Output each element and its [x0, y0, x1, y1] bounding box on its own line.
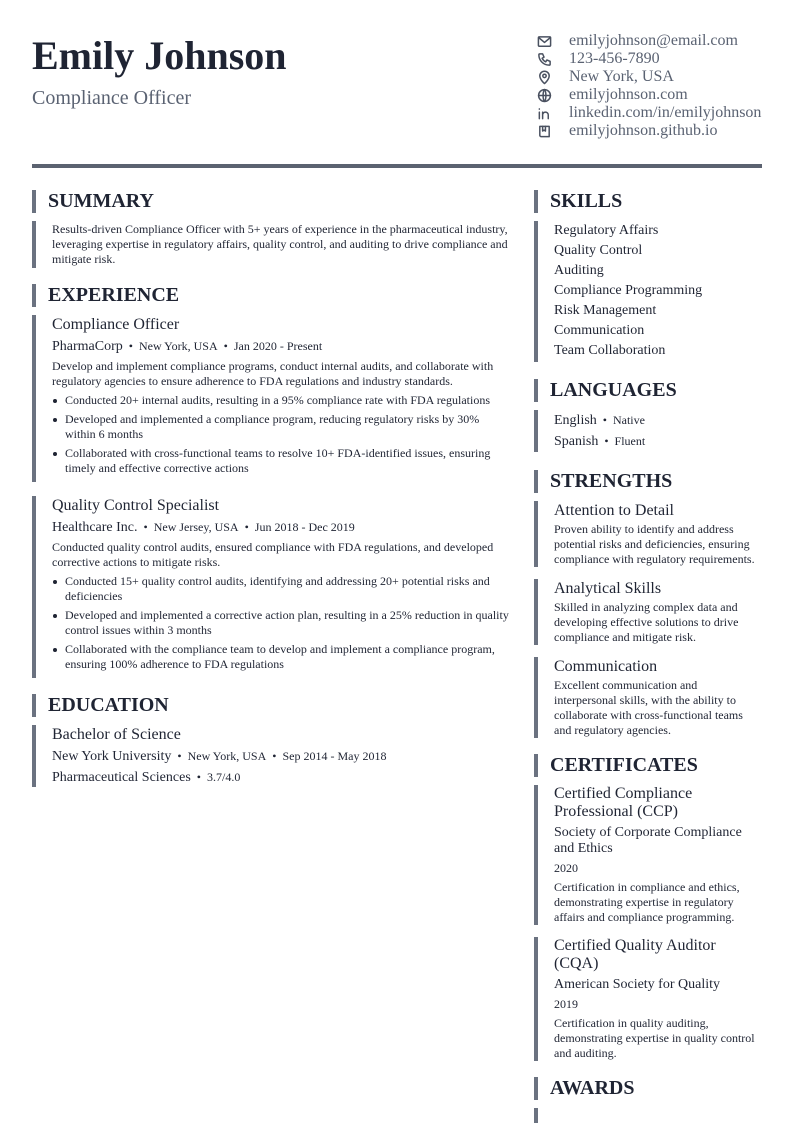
summary-heading: SUMMARY — [32, 190, 512, 213]
achievement-item: Developed and implemented a compliance program, reducing regulatory risks by 30% within 6 months — [52, 412, 512, 442]
job-company: PharmaCorp — [52, 339, 123, 354]
achievement-item: Developed and implemented a corrective action plan, resulting in a 25% reduction in quality control issues within 3 months — [52, 608, 512, 638]
job-description: Conducted quality control audits, ensured compliance with FDA regulations, and developed corrective actions to mitigate risks. — [52, 540, 494, 569]
education-dates: Sep 2014 - May 2018 — [282, 749, 387, 763]
job-meta: Healthcare Inc. • New Jersey, USA • Jun 2018 - Dec 2019 — [52, 520, 355, 535]
skill-item: Team Collaboration — [554, 343, 666, 358]
contact-list — [536, 32, 776, 140]
contact-github-text: emilyjohnson.github.io — [569, 122, 718, 139]
header-divider — [32, 164, 762, 168]
contact-email[interactable] — [536, 32, 776, 50]
contact-location-text: New York, USA — [569, 68, 674, 85]
languages-heading: LANGUAGES — [534, 379, 762, 402]
candidate-title: Compliance Officer — [32, 87, 192, 109]
language-name: Spanish — [554, 434, 599, 449]
skill-item: Compliance Programming — [554, 283, 703, 298]
achievement-item: Collaborated with the compliance team to develop and implement a compliance program, ensuring 100% adherence to FDA regulations — [52, 642, 512, 672]
job-dates: Jan 2020 - Present — [233, 339, 323, 353]
strength-title: Analytical Skills — [554, 580, 662, 597]
resume-header — [32, 30, 762, 150]
certificate-description: Certification in compliance and ethics, demonstrating expertise in regulatory affairs and compliance programming. — [554, 880, 740, 924]
mail-icon — [536, 33, 553, 50]
strength-item — [534, 501, 762, 567]
certificates-heading: CERTIFICATES — [534, 754, 762, 777]
experience-entry — [32, 496, 512, 678]
contact-phone[interactable] — [536, 50, 776, 68]
globe-icon — [536, 87, 553, 104]
job-meta: PharmaCorp • New York, USA • Jan 2020 - Present — [52, 339, 323, 354]
linkedin-icon — [536, 105, 553, 122]
job-title: Compliance Officer — [52, 316, 180, 333]
contact-location — [536, 68, 776, 86]
degree: Bachelor of Science — [52, 726, 181, 743]
job-dates: Jun 2018 - Dec 2019 — [254, 520, 355, 534]
gpa: 3.7/4.0 — [206, 770, 241, 784]
github-book-icon — [536, 123, 553, 140]
strength-title: Attention to Detail — [554, 502, 674, 519]
contact-website-text: emilyjohnson.com — [569, 86, 688, 103]
languages-list — [534, 410, 762, 452]
language-level: Native — [612, 413, 645, 427]
job-description: Develop and implement compliance programs, conduct internal audits, and collaborate with regulatory agencies to ensure adherence to FDA regulations and industry standards. — [52, 359, 494, 388]
language-name: English — [554, 413, 597, 428]
strength-description: Excellent communication and interpersonal skills, with the ability to collaborate with cross-functional teams and regulatory agencies. — [554, 678, 743, 737]
candidate-name: Emily Johnson — [32, 33, 287, 78]
contact-website[interactable] — [536, 86, 776, 104]
skill-item: Quality Control — [554, 243, 643, 258]
right-column — [534, 190, 762, 1123]
phone-icon — [536, 51, 553, 68]
skill-item: Communication — [554, 323, 645, 338]
contact-email-text: emilyjohnson@email.com — [569, 32, 738, 49]
strength-description: Skilled in analyzing complex data and developing effective solutions to drive compliance and mitigate risk. — [554, 600, 739, 644]
certificate-issuer: American Society for Quality — [554, 977, 721, 992]
job-location: New Jersey, USA — [153, 520, 239, 534]
education-field-row: Pharmaceutical Sciences • 3.7/4.0 — [52, 770, 241, 785]
contact-phone-text: 123-456-7890 — [569, 50, 660, 67]
achievement-item: Collaborated with cross-functional teams to resolve 10+ FDA-identified issues, ensuring timely and effective corrective actions — [52, 446, 512, 476]
strength-description: Proven ability to identify and address potential risks and deficiencies, ensuring compliance with regulatory requirements. — [554, 522, 755, 566]
language-item: Spanish • Fluent — [554, 434, 646, 449]
strength-title: Communication — [554, 658, 658, 675]
education-meta: New York University • New York, USA • Sep 2014 - May 2018 — [52, 749, 387, 764]
contact-github[interactable] — [536, 122, 776, 140]
language-item: English • Native — [554, 413, 645, 428]
certificate-item — [534, 785, 762, 925]
certificate-item — [534, 937, 762, 1061]
strength-item — [534, 579, 762, 645]
certificate-title: Certified Quality Auditor (CQA) — [554, 937, 716, 972]
language-level: Fluent — [614, 434, 646, 448]
experience-heading: EXPERIENCE — [32, 284, 512, 307]
experience-entry — [32, 315, 512, 482]
education-entry — [32, 725, 512, 787]
achievement-item: Conducted 20+ internal audits, resulting in a 95% compliance rate with FDA regulations — [52, 393, 512, 408]
skills-list — [534, 221, 762, 362]
contact-linkedin[interactable] — [536, 104, 776, 122]
certificate-title: Certified Compliance Professional (CCP) — [554, 785, 693, 820]
job-company: Healthcare Inc. — [52, 520, 138, 535]
location-pin-icon — [536, 69, 553, 86]
awards-heading: AWARDS — [534, 1077, 762, 1100]
certificate-year: 2019 — [554, 997, 578, 1011]
contact-linkedin-text: linkedin.com/in/emilyjohnson — [569, 104, 762, 121]
skills-heading: SKILLS — [534, 190, 762, 213]
achievement-item: Conducted 15+ quality control audits, identifying and addressing 20+ potential risks and deficiencies — [52, 574, 512, 604]
skill-item: Auditing — [554, 263, 604, 278]
strengths-heading: STRENGTHS — [534, 470, 762, 493]
school-location: New York, USA — [187, 749, 267, 763]
left-column — [32, 190, 512, 801]
job-achievements — [52, 393, 512, 482]
job-location: New York, USA — [138, 339, 218, 353]
skill-item: Regulatory Affairs — [554, 223, 659, 238]
certificate-issuer: Society of Corporate Compliance and Ethics — [554, 825, 742, 856]
strength-item — [534, 657, 762, 738]
field-of-study: Pharmaceutical Sciences — [52, 770, 191, 785]
certificate-year: 2020 — [554, 861, 578, 875]
certificate-description: Certification in quality auditing, demonstrating expertise in quality control and auditing. — [554, 1016, 755, 1060]
awards-block — [534, 1108, 762, 1123]
school-name: New York University — [52, 749, 172, 764]
summary-text: Results-driven Compliance Officer with 5+ years of experience in the pharmaceutical industry, leveraging expertise in regulatory affairs, quality control, and auditing to drive compliance and mitigate risk. — [32, 221, 512, 268]
skill-item: Risk Management — [554, 303, 657, 318]
education-heading: EDUCATION — [32, 694, 512, 717]
job-title: Quality Control Specialist — [52, 497, 220, 514]
job-achievements — [52, 574, 512, 678]
